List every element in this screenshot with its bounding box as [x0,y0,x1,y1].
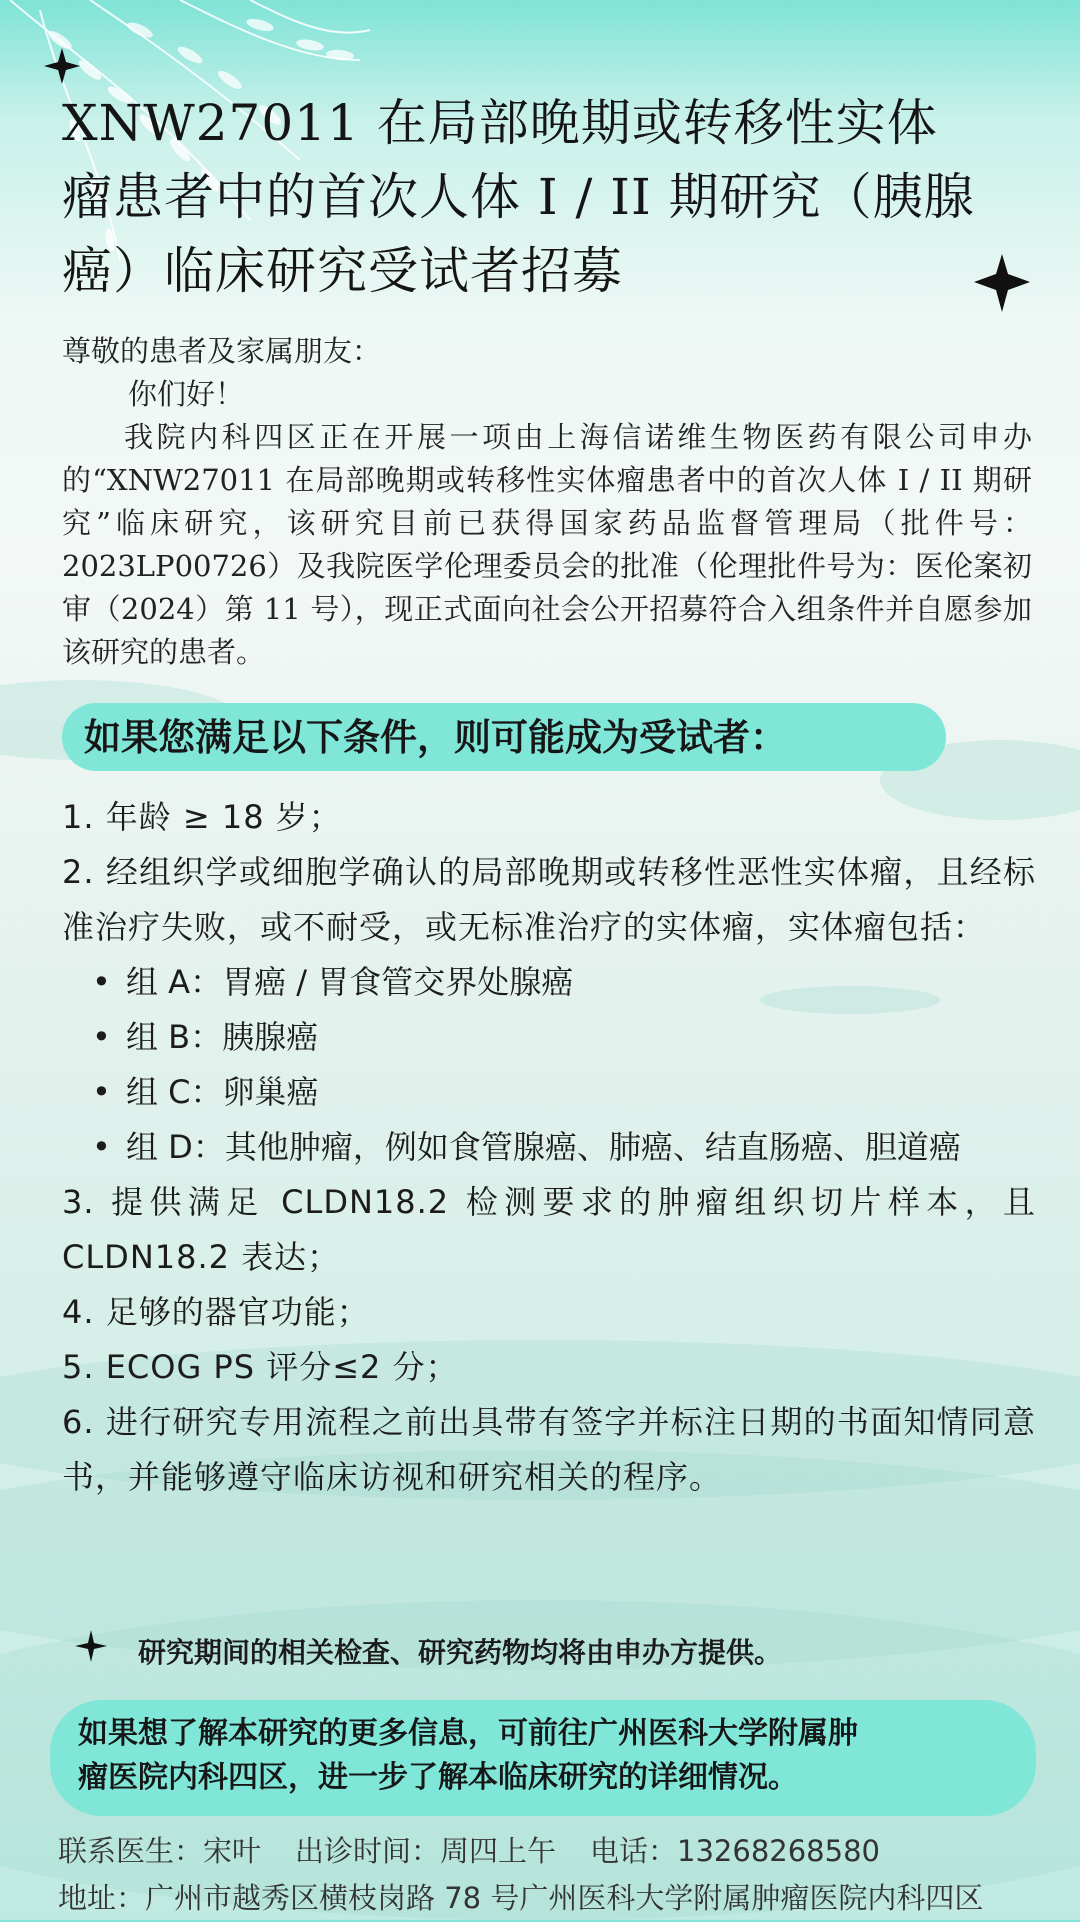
criteria-heading: 如果您满足以下条件，则可能成为受试者： [62,703,946,771]
criteria-item: 4. 足够的器官功能； [62,1293,370,1331]
greeting-text: 尊敬的患者及家属朋友： [62,334,382,368]
contact-address: 地址：广州市越秀区横枝岗路 78 号广州医科大学附属肿瘤医院内科四区 [58,1881,984,1915]
criteria-item: 2. 经组织学或细胞学确认的局部晚期或转移性恶性实体瘤，且经标准治疗失败，或不耐受，或无标准治疗的实体瘤，实体瘤包括： [62,853,1036,946]
sponsor-note [74,1628,974,1678]
intro-section [62,330,1032,674]
contact-doctor: 联系医生：宋叶 [58,1834,262,1868]
more-info-box [50,1700,1036,1816]
intro-body: 我院内科四区正在开展一项由上海信诺维生物医药有限公司申办的“XNW27011 在局部晚期或转移性实体瘤患者中的首次人体 I / II 期研究”临床研究，该研究目前已获得国家药品监督管理局（批件号：2023LP00726）及我院医学伦理委员会的批准（伦理批件号为：医伦案初审（2024）第 11 号），现正式面向社会公开招募符合入组条件并自愿参加该研究的患者。 [62,420,1032,669]
criteria-item: 5. ECOG PS 评分≤2 分； [62,1348,459,1386]
hello-text: 你们好！ [128,377,245,411]
title-line: XNW27011 在局部晚期或转移性实体 [62,94,938,152]
sparkle-star-icon [74,1629,138,1679]
criteria-item: 3. 提供满足 CLDN18.2 检测要求的肿瘤组织切片样本，且 CLDN18.2 表达； [62,1183,1036,1276]
criteria-item: 1. 年龄 ≥ 18 岁； [62,798,342,836]
tumor-group-list [62,955,1036,1175]
sponsor-note-text: 研究期间的相关检查、研究药物均将由申办方提供。 [138,1636,783,1669]
page-title [62,86,1052,308]
more-info-line: 如果想了解本研究的更多信息，可前往广州医科大学附属肿 [78,1716,858,1751]
more-info-line: 瘤医院内科四区，进一步了解本临床研究的详细情况。 [78,1760,798,1795]
title-line: 瘤患者中的首次人体 I / II 期研究（胰腺 [62,168,975,226]
criteria-list [62,790,1036,1505]
title-line: 癌）临床研究受试者招募 [62,242,623,300]
tumor-group-item: • 组 A：胃癌 / 胃食管交界处腺癌 [126,955,1036,1010]
tumor-group-item: • 组 C：卵巢癌 [126,1065,1036,1120]
contact-row [58,1828,1048,1875]
tumor-group-item: • 组 B：胰腺癌 [126,1010,1036,1065]
contact-section [58,1828,1048,1922]
contact-clinic-time: 出诊时间：周四上午 [295,1834,557,1868]
criteria-item: 6. 进行研究专用流程之前出具带有签字并标注日期的书面知情同意书，并能够遵守临床访视和研究相关的程序。 [62,1403,1036,1496]
contact-phone: 电话：13268268580 [590,1834,880,1868]
tumor-group-item: • 组 D：其他肿瘤，例如食管腺癌、肺癌、结直肠癌、胆道癌 [126,1120,1036,1175]
